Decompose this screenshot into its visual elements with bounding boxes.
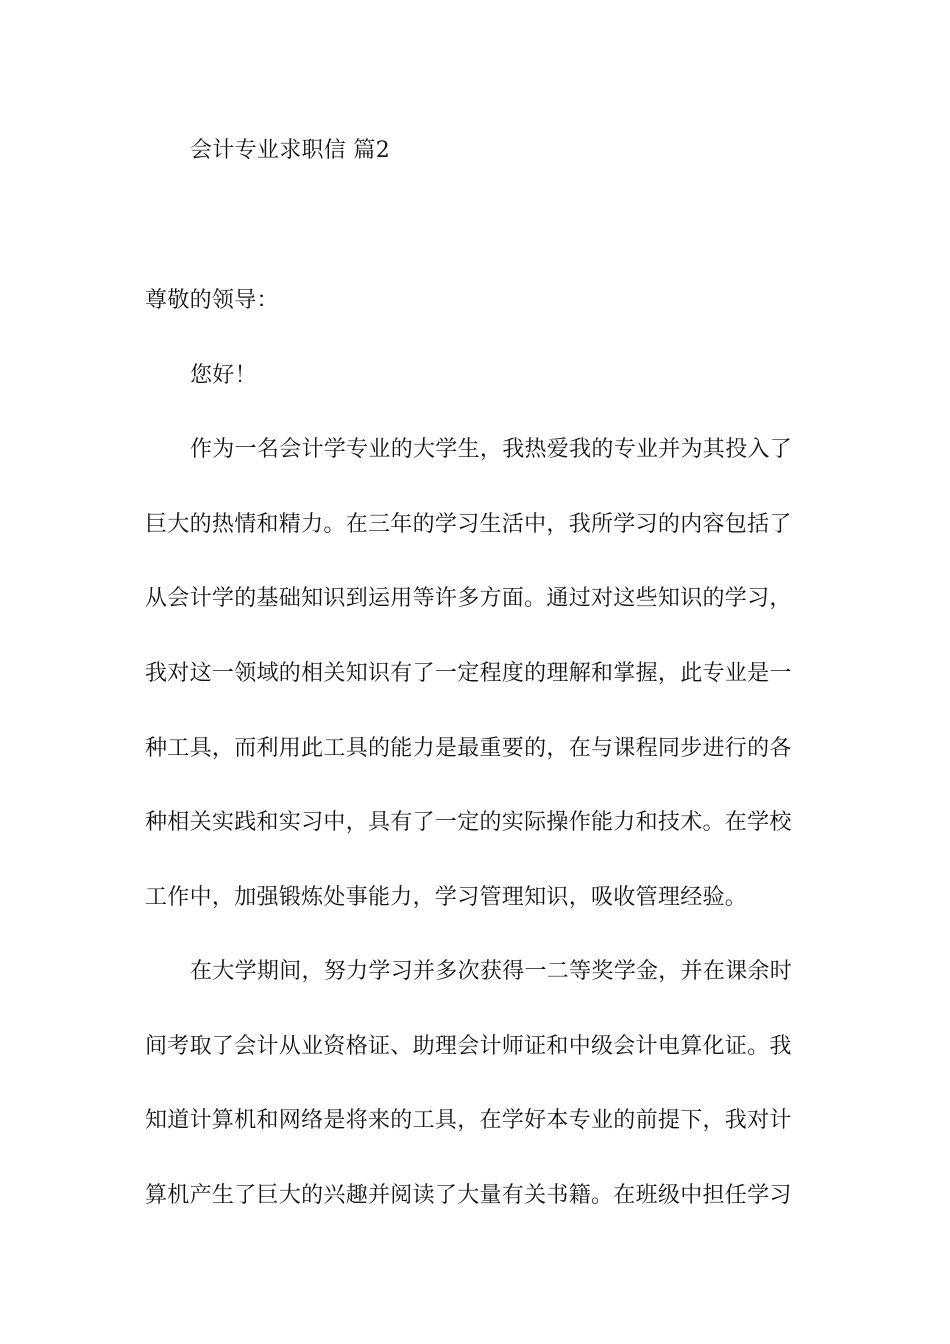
body-line: 种相关实践和实习中，具有了一定的实际操作能力和技术。在学校: [145, 810, 792, 835]
greeting: 您好！: [190, 363, 257, 388]
body-line: 我对这一领域的相关知识有了一定程度的理解和掌握，此专业是一: [145, 661, 792, 686]
body-line: 知道计算机和网络是将来的工具，在学好本专业的前提下，我对计: [145, 1108, 792, 1133]
body-line: 从会计学的基础知识到运用等许多方面。通过对这些知识的学习，: [145, 586, 792, 611]
body-line: 工作中，加强锻炼处事能力，学习管理知识，吸收管理经验。: [145, 885, 748, 910]
salutation: 尊敬的领导：: [145, 288, 279, 313]
body-line: 算机产生了巨大的兴趣并阅读了大量有关书籍。在班级中担任学习: [145, 1183, 792, 1208]
body-line: 种工具，而利用此工具的能力是最重要的，在与课程同步进行的各: [145, 736, 792, 761]
document-title: 会计专业求职信 篇2: [190, 138, 390, 163]
body-line: 作为一名会计学专业的大学生，我热爱我的专业并为其投入了: [190, 437, 793, 462]
body-line: 间考取了会计从业资格证、助理会计师证和中级会计电算化证。我: [145, 1034, 792, 1059]
body-line: 在大学期间，努力学习并多次获得一二等奖学金，并在课余时: [190, 959, 793, 984]
body-line: 巨大的热情和精力。在三年的学习生活中，我所学习的内容包括了: [145, 512, 792, 537]
